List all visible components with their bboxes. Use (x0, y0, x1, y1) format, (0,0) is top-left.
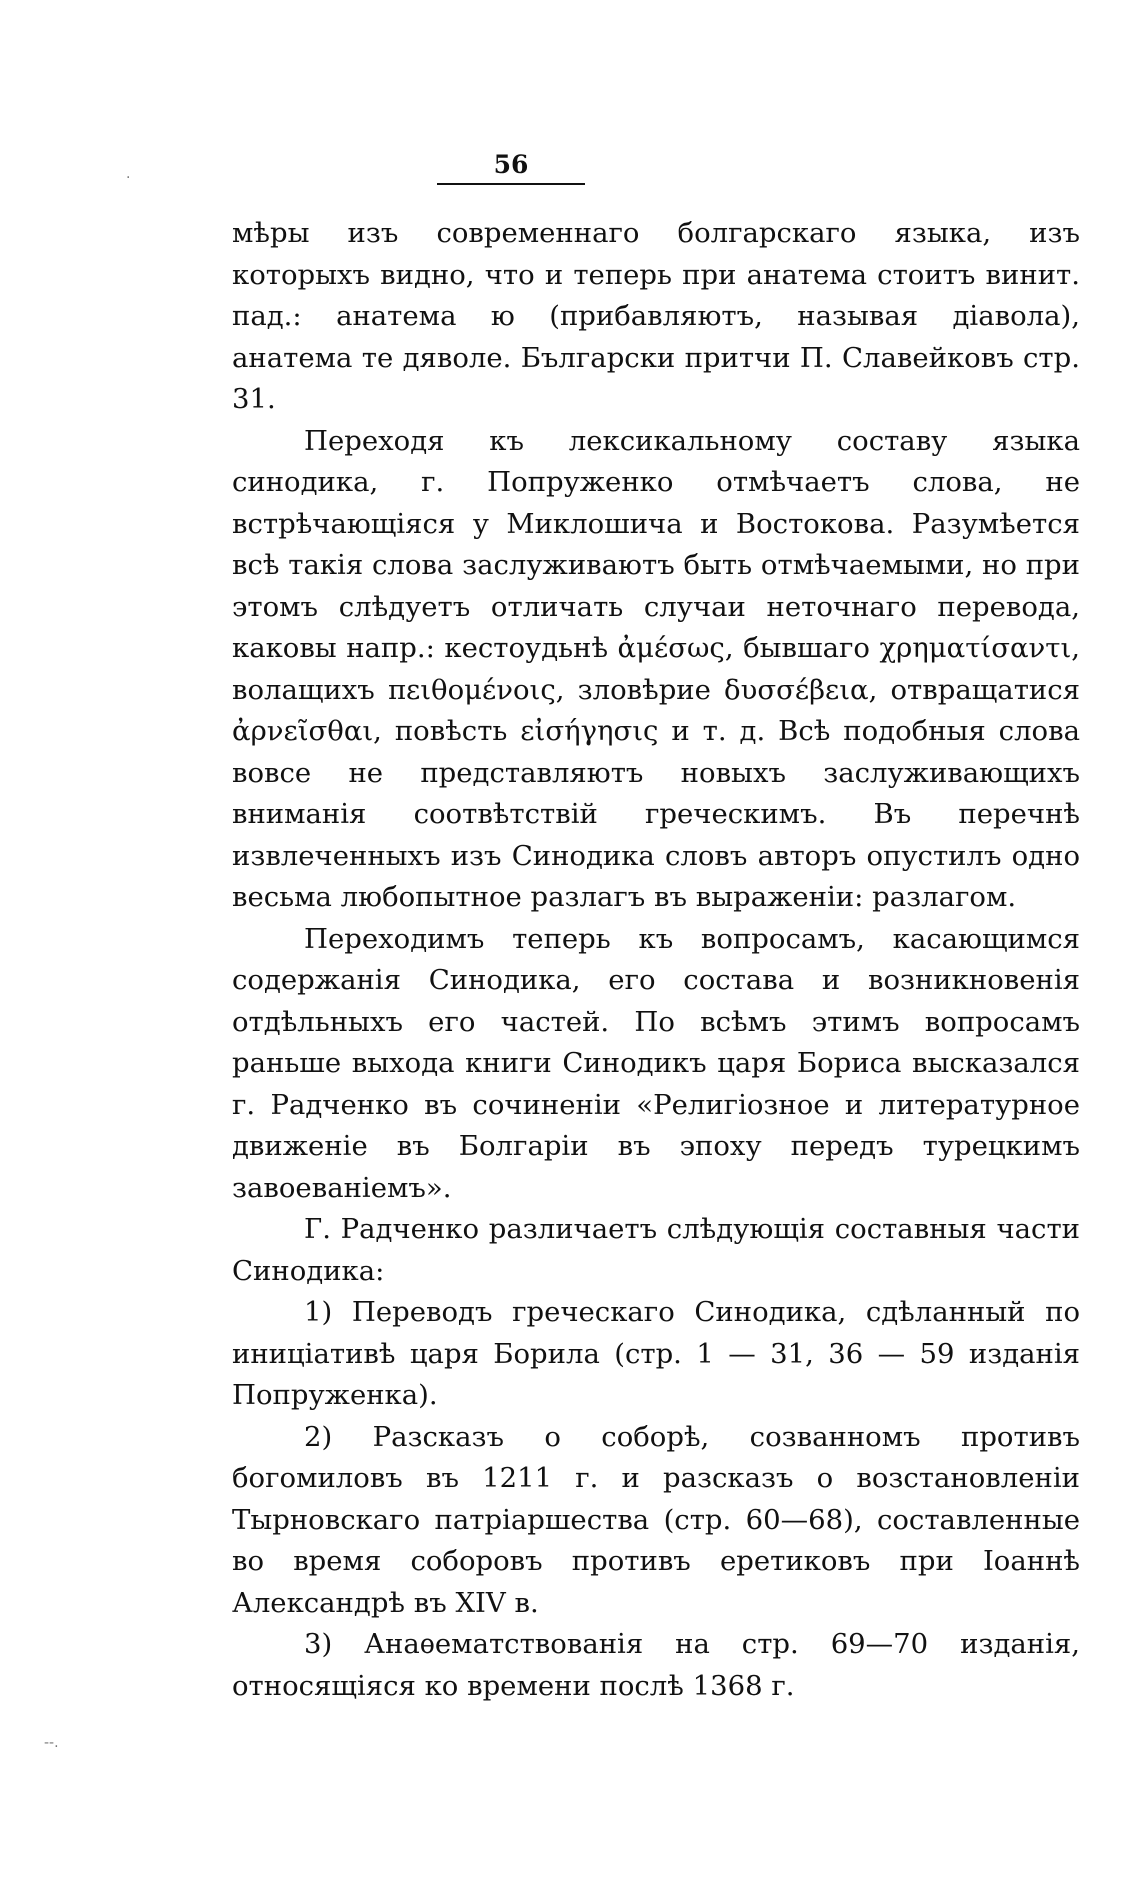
paragraph-7: 3) Анаѳематствованія на стр. 69—70 изданія, относящіяся ко времени послѣ 1368 г. (232, 1628, 1080, 1702)
margin-mark-top: · (126, 170, 131, 186)
paragraph-3: Переходимъ теперь къ вопросамъ, касающимся содержанія Синодика, его состава и возникновенія отдѣльныхъ его частей. По всѣмъ этимъ вопросамъ раньше выхода книги Синодикъ царя Бориса высказался г. Радченко въ сочиненіи «Религіозное и литературное движеніе въ Болгаріи въ эпоху передъ турецкимъ завоеваніемъ». (232, 922, 1080, 1204)
document-page (232, 150, 1080, 1707)
paragraph-4: Г. Радченко различаетъ слѣдующія составныя части Синодика: (232, 1213, 1080, 1287)
margin-mark-bottom: ‐‐. (44, 1735, 59, 1751)
paragraph-2: Переходя къ лексикальному составу языка синодика, г. Попруженко отмѣчаетъ слова, не встрѣчающіяся у Миклошича и Востокова. Разумѣется всѣ такія слова заслуживаютъ быть отмѣчаемыми, но при этомъ слѣдуетъ отличать случаи неточнаго перевода, каковы напр.: кестоудьнѣ ἀμέσως, бывшаго χρηματίσαντι, волащихъ πειθομένοις, зловѣрие δυσσέβεια, отвращатися ἀρνεῖσθαι, повѣсть εἰσήγησις и т. д. Всѣ подобныя слова вовсе не представляютъ новыхъ заслуживающихъ вниманія соотвѣтствій греческимъ. Въ перечнѣ извлеченныхъ изъ Синодика словъ авторъ опустилъ одно весьма любопытное разлагъ въ выраженіи: разлагом. (232, 424, 1080, 913)
paragraph-6: 2) Разсказъ о соборѣ, созванномъ противъ богомиловъ въ 1211 г. и разсказъ о возстановленіи Тырновскаго патріаршества (стр. 60—68), составленные во время соборовъ противъ еретиковъ при Іоаннѣ Александрѣ въ XIV в. (232, 1420, 1080, 1619)
page-number: 56 (437, 150, 585, 185)
body-text (232, 213, 1080, 1707)
paragraph-1: мѣры изъ современнаго болгарскаго языка, изъ которыхъ видно, что и теперь при анатема стоитъ винит. пад.: анатема ю (прибавляютъ, называя діавола), анатема те дяволе. Български притчи П. Славейковъ стр. 31. (232, 217, 1080, 415)
paragraph-5: 1) Переводъ греческаго Синодика, сдѣланный по иниціативѣ царя Борила (стр. 1 — 31, 36 — 59 изданія Попруженка). (232, 1296, 1080, 1411)
